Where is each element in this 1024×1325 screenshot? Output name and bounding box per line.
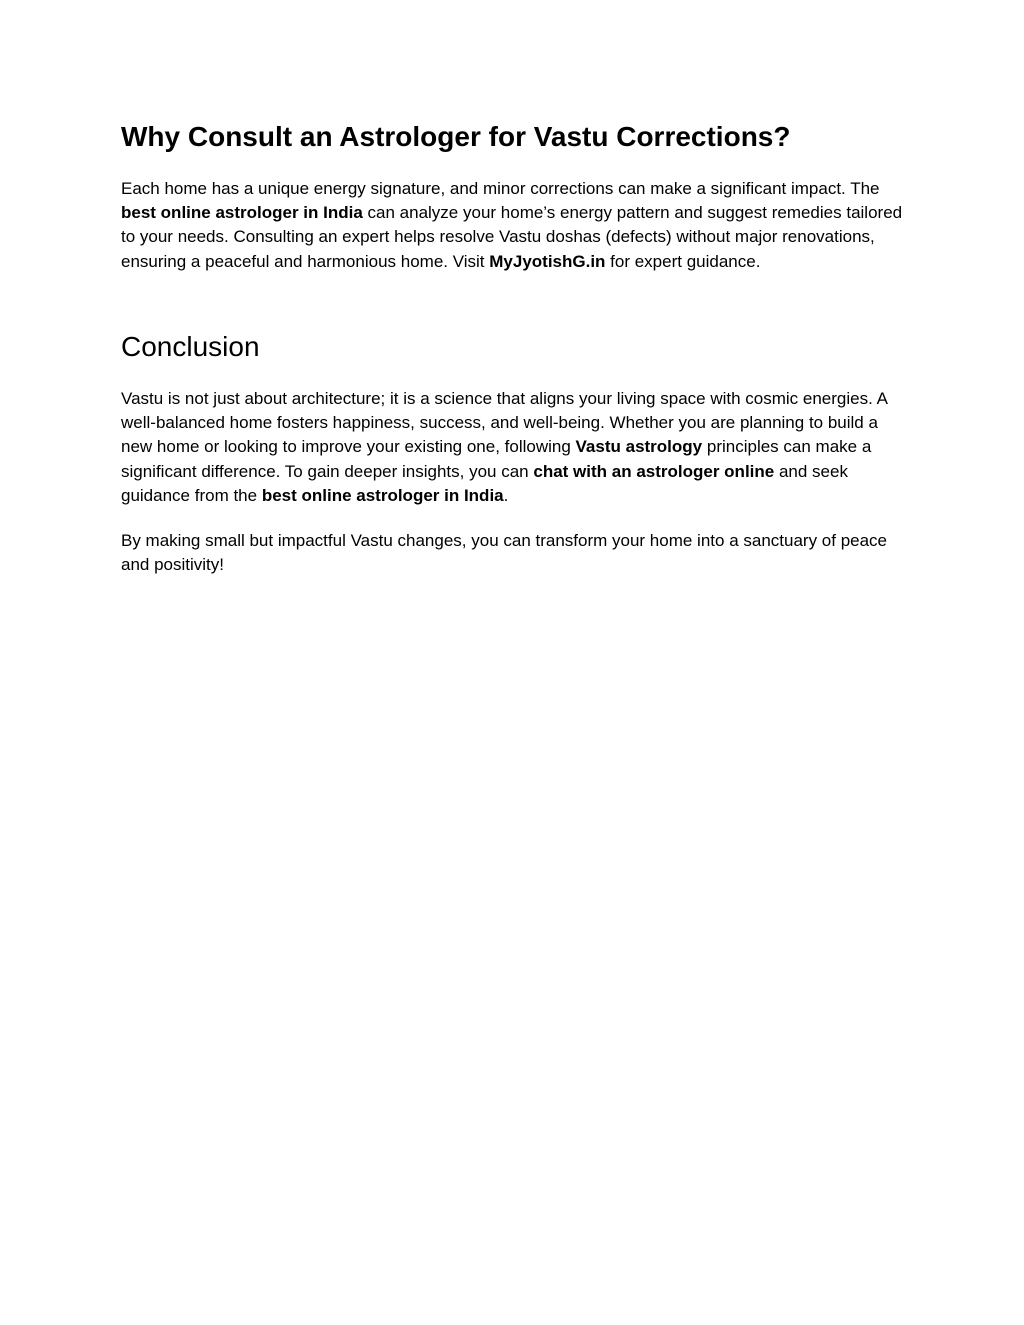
- paragraph-conclusion: [121, 387, 911, 508]
- paragraph-text: Vastu is not just about architecture; it is a science that aligns your living space with cosmic energies. A well-balanced home fosters happiness, success, and well-being. Whether you are planning to build a new home or looking to improve your existing one, following: [121, 389, 888, 457]
- paragraph-text: for expert guidance.: [605, 251, 761, 271]
- bold-phrase-vastu-astrology: Vastu astrology: [575, 437, 703, 457]
- bold-phrase-best-online-astrologer: best online astrologer in India: [121, 203, 363, 223]
- bold-phrase-best-online-astrologer: best online astrologer in India: [261, 485, 504, 505]
- paragraph-closing: By making small but impactful Vastu changes, you can transform your home into a sanctuary of peace and positivity!: [121, 531, 888, 575]
- paragraph-text: and seek guidance from the: [121, 461, 848, 505]
- bold-phrase-chat-with-astrologer: chat with an astrologer online: [533, 461, 775, 481]
- bold-phrase-myjyotishg: MyJyotishG.in: [489, 251, 606, 271]
- section-heading-why-consult: Why Consult an Astrologer for Vastu Corrections?: [121, 121, 791, 152]
- section-heading-conclusion: Conclusion: [121, 331, 260, 362]
- paragraph-why-consult: [121, 177, 911, 274]
- paragraph-text: can analyze your home’s energy pattern and suggest remedies tailored to your needs. Consulting an expert helps resolve Vastu doshas (defects) without major renovations, ensuring a peaceful and harmonious home. Visit: [121, 203, 903, 271]
- paragraph-text: Each home has a unique energy signature, and minor corrections can make a significant impact. The: [121, 179, 880, 198]
- paragraph-text: .: [503, 485, 509, 505]
- paragraph-text: principles can make a significant difference. To gain deeper insights, you can: [121, 437, 872, 481]
